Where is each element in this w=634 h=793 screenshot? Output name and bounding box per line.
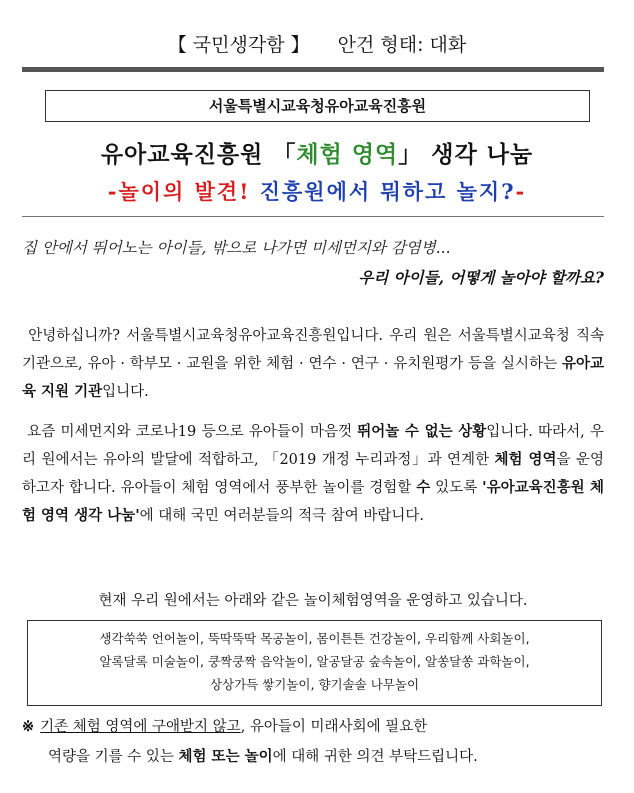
- note-text-1: , 유아들이 미래사회에 필요한: [240, 719, 428, 735]
- para2-b2: 체험 영역: [494, 451, 557, 468]
- para2-b1: 뛰어놀 수 없는 상황: [357, 423, 487, 440]
- para2-b4: '유아교육진흥원 체험 영역 생각 나눔': [22, 479, 605, 524]
- situation-paragraph: [22, 418, 604, 530]
- note-text-3: 에 대해 귀한 의견 부탁드립니다.: [272, 749, 478, 765]
- para1-bold: 유아교육 지원 기관: [22, 355, 604, 400]
- header-divider: [22, 67, 604, 72]
- title-suffix: 」 생각 나눔: [398, 142, 534, 168]
- lead-line-1: 집 안에서 뛰어노는 아이들, 밖으로 나가면 미세먼지와 감염병...: [22, 239, 451, 257]
- title-prefix: 유아교육진흥원 「: [100, 142, 297, 168]
- activities-box: [27, 620, 602, 706]
- activity-line: 상상가득 쌓기놀이, 향기솔솔 나무놀이: [209, 677, 420, 692]
- para1-text-1: 안녕하십니까? 서울특별시교육청유아교육진흥원입니다. 우리 원은 서울특별시교육청 직속기관으로, 유아 · 학부모 · 교원을 위한 체험 · 연수 · 연구 · 유치원평가 등을 실시하는: [22, 328, 604, 372]
- page-title: [0, 136, 634, 169]
- note-mark: ※: [22, 718, 35, 735]
- para2-t4: 있도록: [430, 480, 483, 496]
- note-text-2: 역량을 기를 수 있는: [48, 749, 179, 765]
- title-divider: [22, 216, 604, 217]
- subtitle-dash-right: -: [515, 179, 527, 204]
- para2-t3: 을 운영하고자 합니다. 유아들이 체험 영역에서 풍부한 놀이를 경험할: [22, 452, 604, 496]
- subtitle-dash-left: -: [107, 179, 119, 204]
- note-bold: 체험 또는 놀이: [178, 748, 273, 765]
- para2-t2: 입니다. 따라서, 우리 원에서는 유아의 발달에 적합하고, 「2019 개정 누리과정」과 연계한: [22, 424, 604, 468]
- para3-text: 현재 우리 원에서는 아래와 같은 놀이체험영역을 운영하고 있습니다.: [98, 593, 528, 609]
- lead-line-2: 우리 아이들, 어떻게 놀아야 할까요?: [358, 268, 604, 287]
- intro-paragraph: [22, 322, 604, 406]
- para2-t5: 에 대해 국민 여러분들의 적극 참여 바랍니다.: [139, 508, 425, 524]
- subtitle-blue-text: 진흥원에서 뭐하고 놀지?: [259, 179, 516, 204]
- subtitle-red-text: 놀이의 발견!: [118, 179, 251, 204]
- request-note: [22, 712, 612, 772]
- note-underlined: 기존 체험 영역에 구애받지 않고: [40, 719, 241, 735]
- document-header: [0, 30, 634, 57]
- page-subtitle: [0, 176, 634, 206]
- activities-intro: [22, 587, 604, 615]
- header-type: 안건 형태: 대화: [337, 34, 467, 56]
- activity-line: 알록달록 미술놀이, 쿵짝쿵짝 음악놀이, 알공달공 숲속놀이, 알쏭달쏭 과학놀이,: [99, 654, 530, 669]
- title-highlight: 체험 영역: [296, 142, 399, 168]
- para1-text-2: 입니다.: [102, 384, 149, 400]
- para2-t1: 요즘 미세먼지와 코로나19 등으로 유아들이 마음껏: [27, 424, 358, 440]
- organization-box: 서울특별시교육청유아교육진흥원: [45, 90, 590, 122]
- para2-b3: 수: [416, 479, 431, 496]
- header-category: 【 국민생각함 】: [167, 34, 310, 56]
- activity-line: 생각쑥쑥 언어놀이, 뚝딱뚝딱 목공놀이, 몸이튼튼 건강놀이, 우리함께 사회놀이,: [99, 631, 530, 646]
